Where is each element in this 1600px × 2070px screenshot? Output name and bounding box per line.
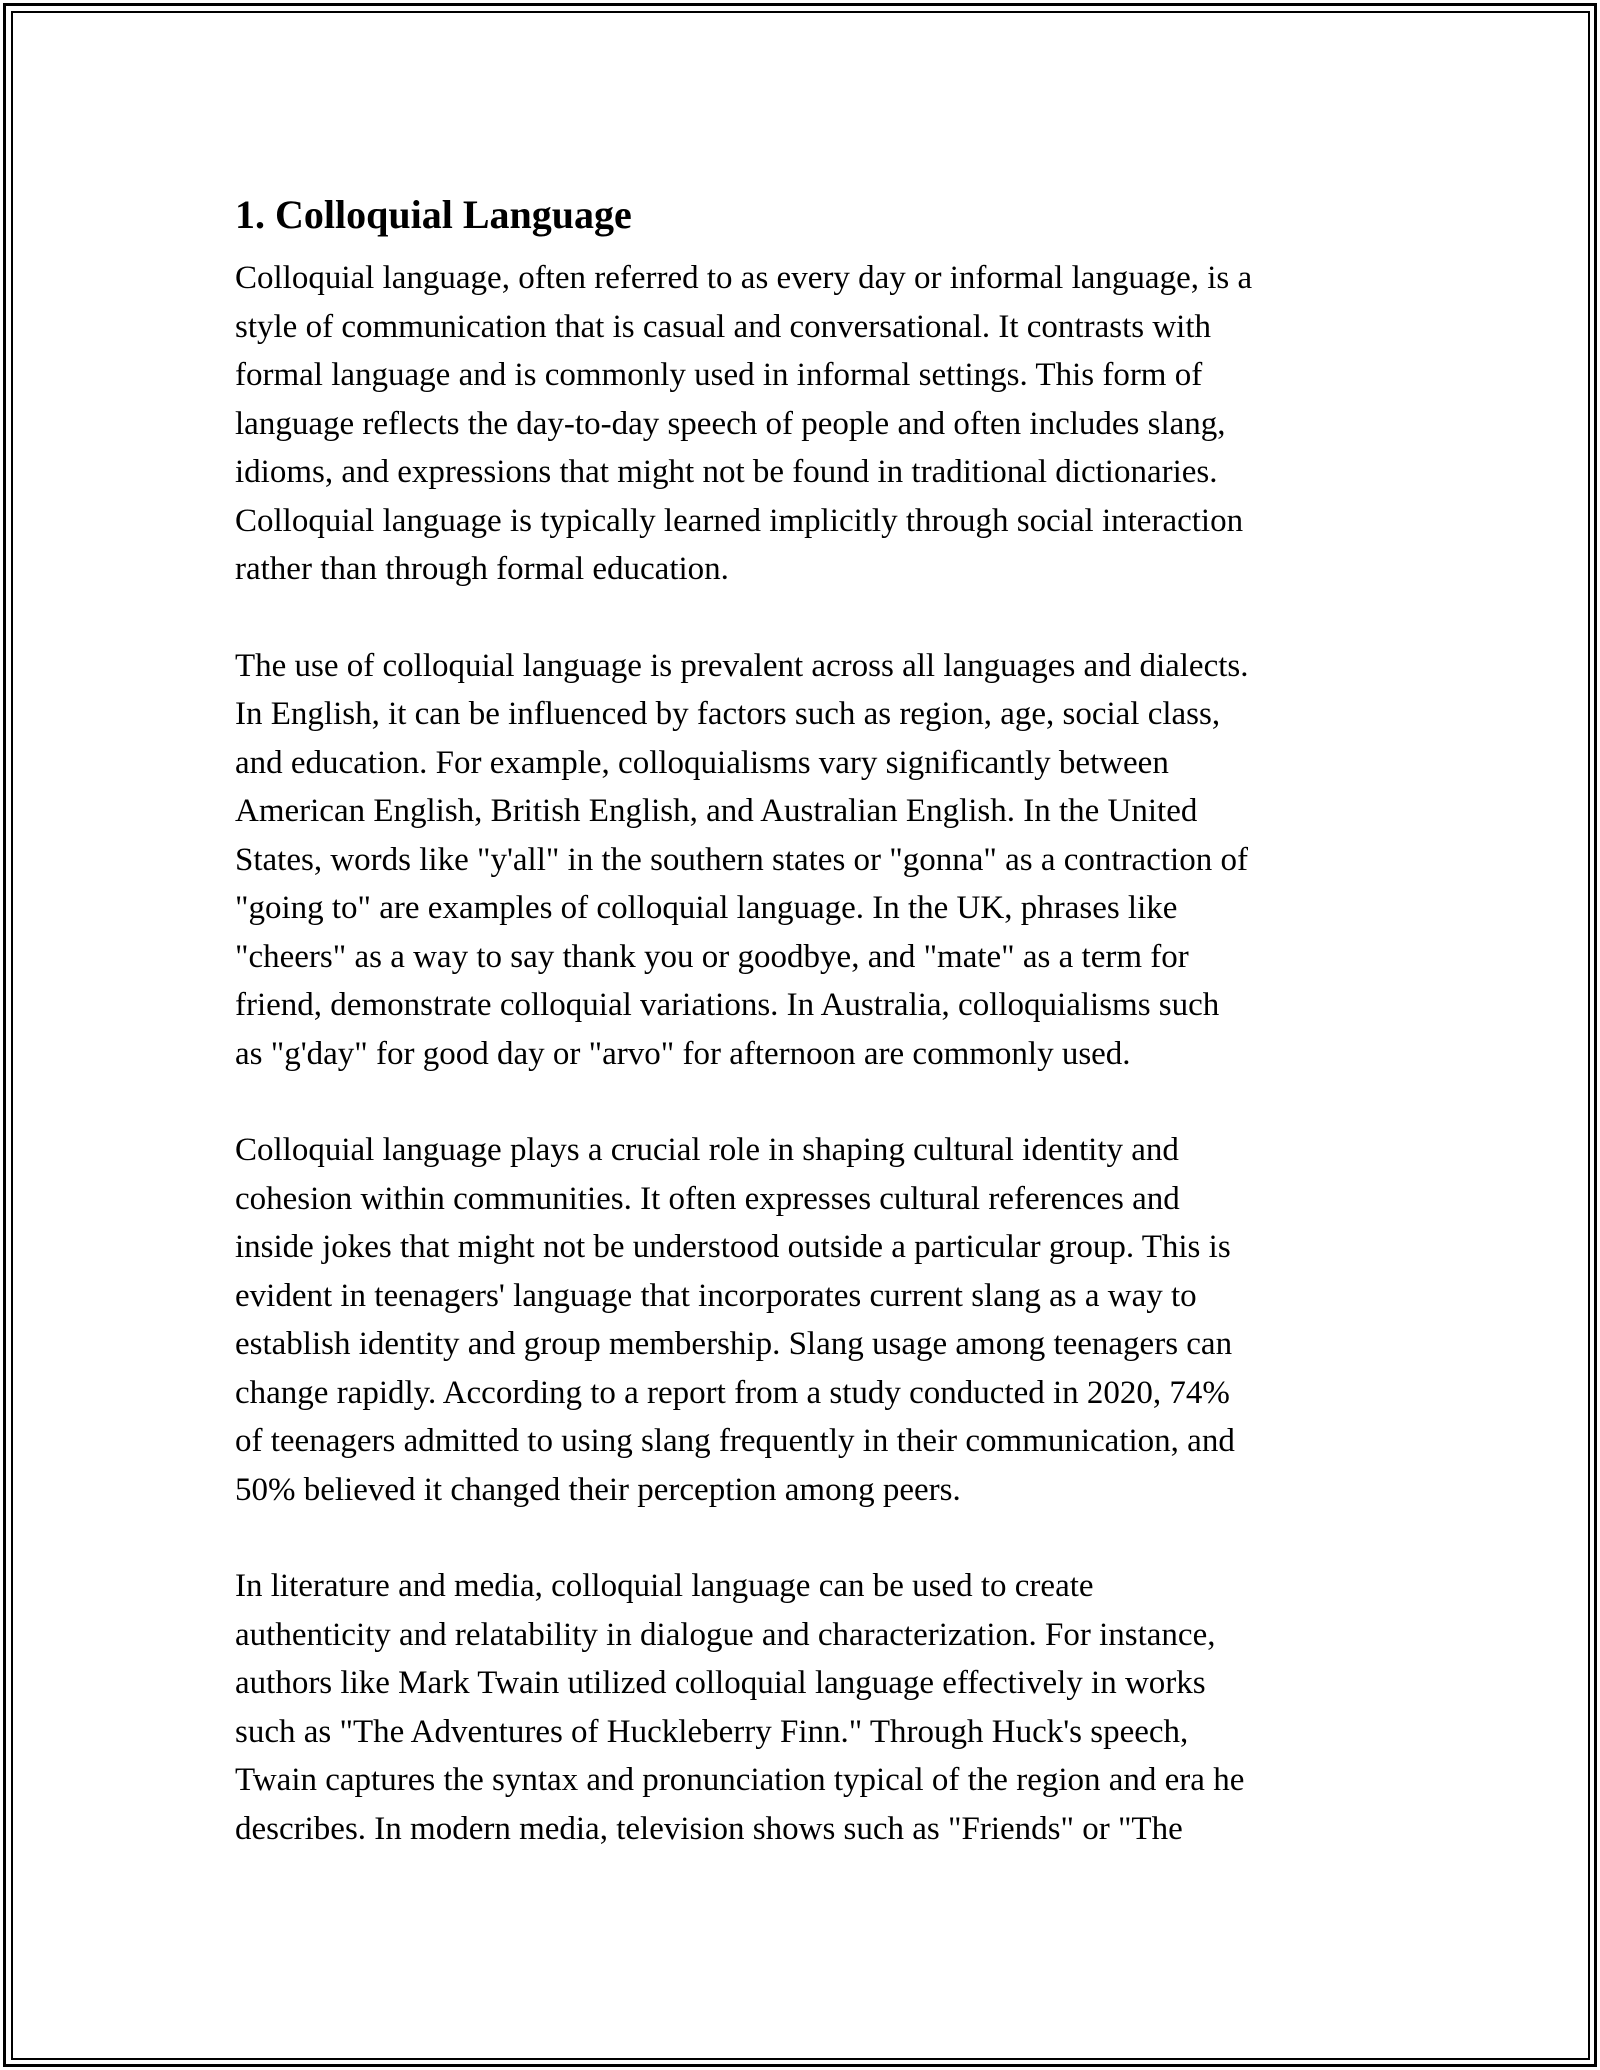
paragraph-3: Colloquial language plays a crucial role in shaping cultural identity and cohesion within communities. It often expresses cultural references and inside jokes that might not be understood outside a particular group. This is evident in teenagers' language that incorporates current slang as a way to establish identity and group membership. Slang usage among teenagers can change rapidly. According to a report from a study conducted in 2020, 74% of teenagers admitted to using slang frequently in their communication, and 50% believed it changed their perception among peers.: [235, 1132, 1235, 1508]
paragraph-1: Colloquial language, often referred to as every day or informal language, is a style of communication that is casual and conversational. It contrasts with formal language and is commonly used in informal settings. This form of language reflects the day-to-day speech of people and often includes slang, idioms, and expressions that might not be found in traditional dictionaries. Colloquial language is typically learned implicitly through social interaction rather than through formal education.: [235, 260, 1253, 587]
document-body: [235, 180, 1395, 1901]
paragraph-2: The use of colloquial language is prevalent across all languages and dialects. In English, it can be influenced by factors such as region, age, social class, and education. For example, colloquialisms vary significantly between American English, British English, and Australian English. In the United States, words like "y'all" in the southern states or "gonna" as a contraction of "going to" are examples of colloquial language. In the UK, phrases like "cheers" as a way to say thank you or goodbye, and "mate" as a term for friend, demonstrate colloquial variations. In Australia, colloquialisms such as "g'day" for good day or "arvo" for afternoon are commonly used.: [235, 647, 1249, 1072]
paragraph-4: In literature and media, colloquial language can be used to create authenticity and relatability in dialogue and characterization. For instance, authors like Mark Twain utilized colloquial language effectively in works such as "The Adventures of Huckleberry Finn." Through Huck's speech, Twain captures the syntax and pronunciation typical of the region and era he describes. In modern media, television shows such as "Friends" or "The: [235, 1568, 1245, 1847]
section-title: 1. Colloquial Language: [235, 192, 632, 237]
